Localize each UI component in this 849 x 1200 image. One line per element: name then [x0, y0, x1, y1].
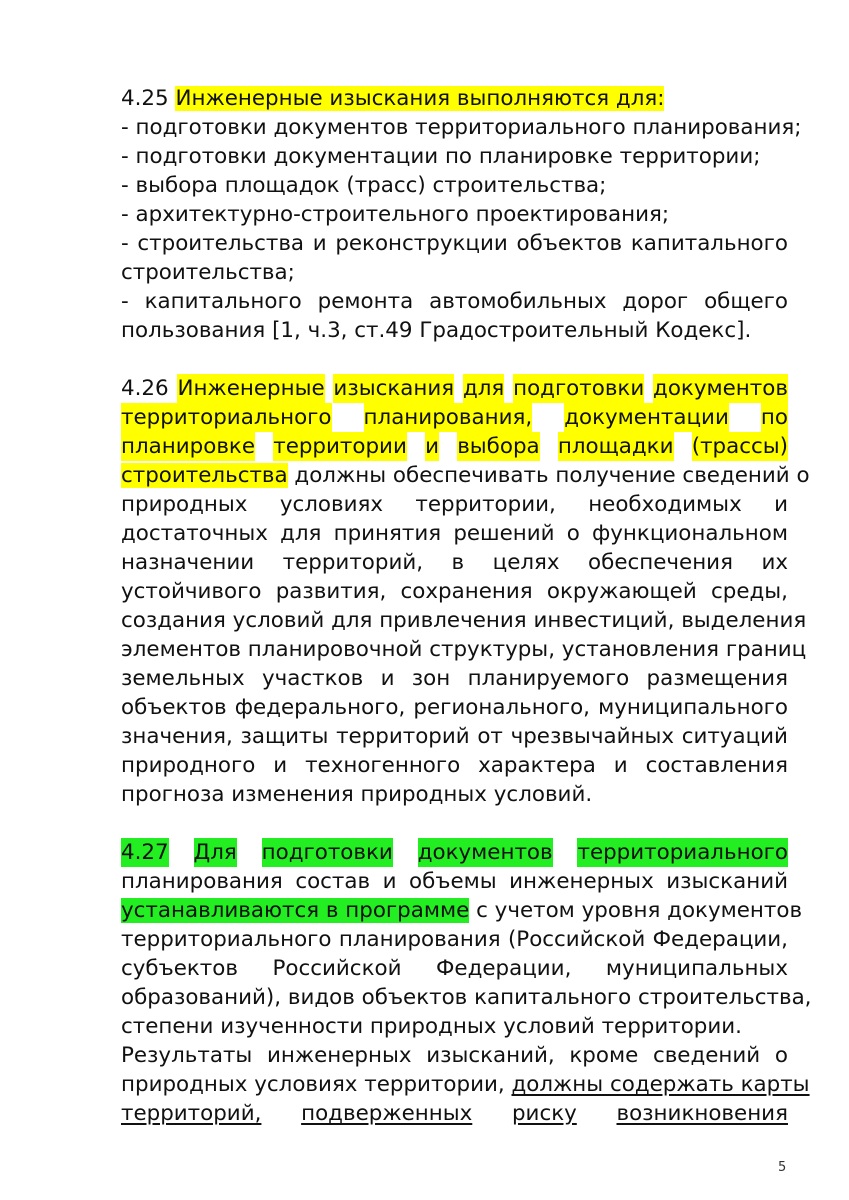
- word: территории,: [415, 492, 556, 517]
- page-number: 5: [778, 1160, 787, 1175]
- word: муниципальных: [605, 956, 788, 981]
- text-line: [121, 751, 788, 780]
- word: в: [451, 550, 465, 575]
- document-page: [121, 84, 812, 1128]
- word: -: [121, 231, 129, 256]
- list-item: - выбора площадок (трасс) строительства;: [121, 173, 607, 198]
- word: планируемого: [467, 666, 630, 691]
- text-line: [121, 490, 788, 519]
- word: изыскания: [333, 376, 455, 401]
- word: капитального: [144, 289, 302, 314]
- text-line: [121, 925, 788, 954]
- list-item-justified-line: [121, 287, 788, 316]
- text-line: [121, 664, 788, 693]
- text-line: прогноза изменения природных условий.: [121, 782, 593, 807]
- paragraph-gap: [121, 345, 788, 374]
- word: изысканий: [666, 869, 788, 894]
- word: территорий,: [121, 1101, 262, 1126]
- word: реконструкции: [335, 231, 508, 256]
- section-number: 4.25: [121, 86, 169, 111]
- word: и: [273, 753, 288, 778]
- section-number: 4.27: [121, 840, 169, 865]
- word: условиях: [279, 492, 384, 517]
- text-line: [121, 548, 788, 577]
- word: возникновения: [616, 1101, 788, 1126]
- text-line: [121, 896, 803, 925]
- text-line: [121, 838, 788, 867]
- word: и: [774, 492, 788, 517]
- word: дорог: [622, 289, 689, 314]
- word: подготовки: [261, 840, 393, 865]
- word: назначении: [121, 550, 255, 575]
- word: кроме: [569, 1043, 639, 1068]
- word: среды,: [710, 579, 788, 604]
- text-line: степени изученности природных условий территории.: [121, 1014, 742, 1039]
- word: территорий,: [282, 550, 424, 575]
- word: Российской: [272, 956, 402, 981]
- paragraph-gap: [121, 809, 788, 838]
- word: территориального: [121, 927, 332, 952]
- word: развития,: [275, 579, 387, 604]
- highlighted-phrase: строительства: [121, 463, 288, 488]
- word: земельных: [121, 666, 245, 691]
- text-line: [121, 1099, 788, 1128]
- word: значения,: [121, 724, 233, 749]
- section-number: 4.26: [121, 376, 169, 401]
- word: участков: [261, 666, 364, 691]
- word: объектов: [121, 695, 227, 720]
- word: природного: [121, 753, 256, 778]
- word: от: [477, 724, 503, 749]
- word: устойчивого: [121, 579, 262, 604]
- list-item: - подготовки документов территориального планирования;: [121, 115, 802, 140]
- highlighted-title: Инженерные изыскания выполняются для:: [175, 86, 665, 111]
- word: муниципального: [598, 695, 788, 720]
- word: зон: [411, 666, 451, 691]
- word: Для: [193, 840, 237, 865]
- word: подготовки: [513, 376, 645, 401]
- text-run: должны обеспечивать получение сведений о: [287, 463, 810, 488]
- text-run: с учетом уровня документов: [469, 898, 803, 923]
- word: ремонта: [317, 289, 414, 314]
- word: и: [425, 434, 439, 459]
- list-item: - подготовки документации по планировке территории;: [121, 144, 761, 169]
- word: Результаты: [121, 1043, 253, 1068]
- word: объектов: [516, 231, 623, 256]
- word: природных: [121, 492, 248, 517]
- text-line: создания условий для привлечения инвестиций, выделения: [121, 608, 807, 633]
- word: автомобильных: [429, 289, 607, 314]
- section-4-25: [121, 84, 802, 345]
- word: целях: [492, 550, 560, 575]
- word: территориального: [577, 840, 788, 865]
- word: строительства: [137, 231, 305, 256]
- word: и: [613, 753, 628, 778]
- word: Федерации,: [436, 956, 572, 981]
- word: регионального,: [413, 695, 590, 720]
- text-run: природных условиях территории,: [121, 1072, 512, 1097]
- word: общего: [704, 289, 788, 314]
- word: инженерных: [266, 1043, 412, 1068]
- section-4-25-heading: [121, 84, 788, 113]
- word: (трассы): [691, 434, 788, 459]
- word: достаточных: [121, 521, 268, 546]
- word: планирования: [338, 927, 501, 952]
- list-item-justified-line: [121, 229, 788, 258]
- text-line: [121, 432, 788, 461]
- word: техногенного: [305, 753, 461, 778]
- word: и: [312, 231, 327, 256]
- text-line: [121, 577, 788, 606]
- word: территории: [273, 434, 407, 459]
- text-line: [121, 1041, 788, 1070]
- word: субъектов: [121, 956, 238, 981]
- text-line: [121, 693, 788, 722]
- word: документов: [417, 840, 553, 865]
- word: сведений: [652, 1043, 761, 1068]
- list-item-continuation: строительства;: [121, 260, 295, 285]
- text-line: [121, 867, 788, 896]
- text-line: [121, 722, 788, 751]
- word: составления: [645, 753, 788, 778]
- text-line: [121, 519, 788, 548]
- word: -: [121, 289, 129, 314]
- word: и: [380, 666, 395, 691]
- word: планирования: [121, 869, 283, 894]
- word: объемы: [409, 869, 497, 894]
- text-line: образований), видов объектов капитального строительства,: [121, 985, 812, 1010]
- word: территориального: [121, 405, 332, 430]
- text-line: [121, 403, 788, 432]
- word: изысканий,: [426, 1043, 555, 1068]
- word: окружающей: [546, 579, 697, 604]
- word: характера: [478, 753, 596, 778]
- word: о: [566, 521, 580, 546]
- word: о: [774, 1043, 788, 1068]
- text-line: элементов планировочной структуры, установления границ: [121, 637, 807, 662]
- word: риску: [511, 1101, 577, 1126]
- word: размещения: [646, 666, 788, 691]
- word: капитального: [630, 231, 788, 256]
- word: для: [280, 521, 322, 546]
- word: обеспечения: [588, 550, 733, 575]
- word: Федерации,: [652, 927, 788, 952]
- text-line: [121, 954, 788, 983]
- word: решений: [453, 521, 555, 546]
- word: по: [760, 405, 788, 430]
- text-line: [121, 374, 788, 403]
- word: Инженерные: [177, 376, 325, 401]
- word: планирования,: [363, 405, 533, 430]
- underlined-phrase: должны содержать карты: [511, 1072, 810, 1097]
- word: федерального,: [234, 695, 406, 720]
- word: документов: [653, 376, 788, 401]
- section-4-26: [121, 374, 810, 809]
- word: необходимых: [588, 492, 742, 517]
- text-line: [121, 461, 810, 490]
- word: их: [761, 550, 788, 575]
- word: защиты: [240, 724, 329, 749]
- word: функциональном: [591, 521, 788, 546]
- word: (Российской: [507, 927, 646, 952]
- word: ситуаций: [681, 724, 788, 749]
- word: чрезвычайных: [510, 724, 675, 749]
- word: и: [382, 869, 397, 894]
- word: площадки: [557, 434, 674, 459]
- highlighted-phrase: устанавливаются в программе: [121, 898, 470, 923]
- text-line: [121, 1070, 810, 1099]
- word: выбора: [457, 434, 540, 459]
- word: состав: [295, 869, 371, 894]
- word: документации: [564, 405, 729, 430]
- word: сохранения: [400, 579, 533, 604]
- section-4-27: [121, 838, 812, 1128]
- word: для: [462, 376, 505, 401]
- list-item-continuation: пользования [1, ч.3, ст.49 Градостроительный Кодекс].: [121, 318, 752, 343]
- word: территорий: [336, 724, 470, 749]
- word: планировке: [121, 434, 256, 459]
- list-item: - архитектурно-строительного проектирования;: [121, 202, 670, 227]
- word: инженерных: [509, 869, 654, 894]
- word: подверженных: [301, 1101, 473, 1126]
- word: принятия: [333, 521, 442, 546]
